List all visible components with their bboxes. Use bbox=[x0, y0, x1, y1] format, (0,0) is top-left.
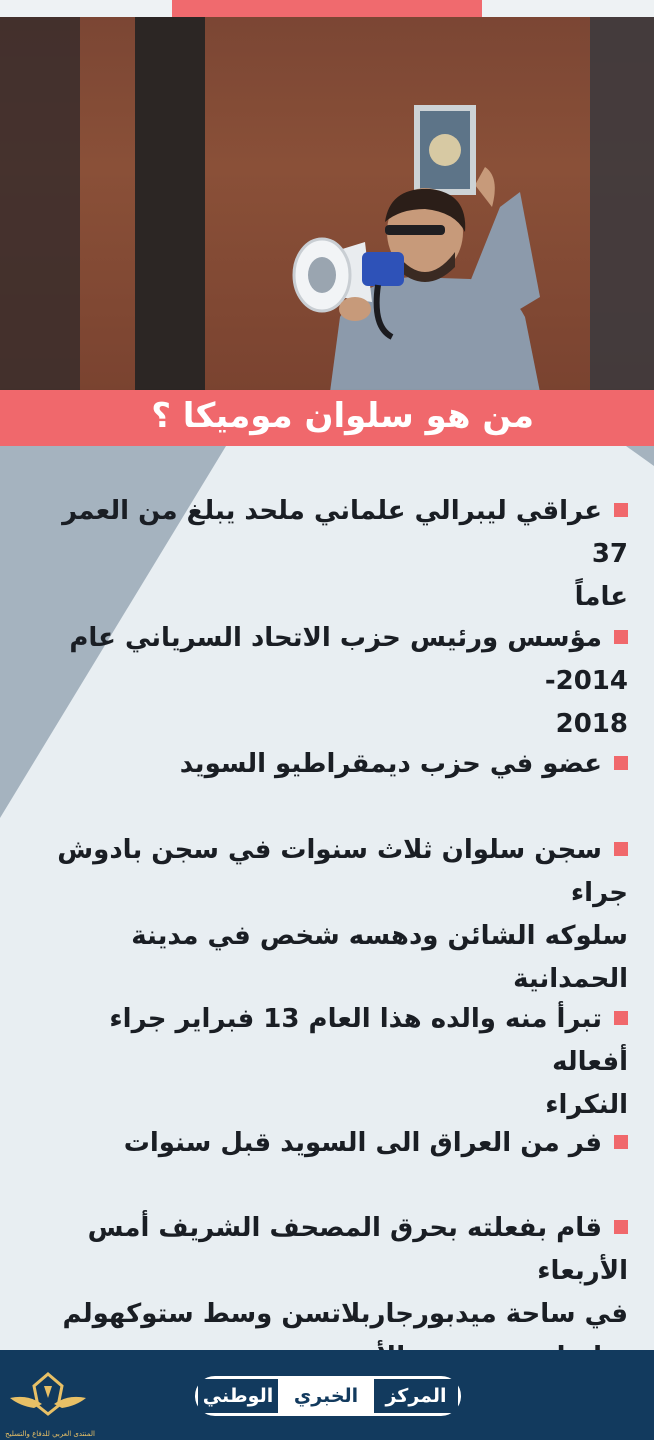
fact-line: فر من العراق الى السويد قبل سنوات bbox=[123, 1128, 602, 1158]
bullet-icon bbox=[614, 756, 628, 770]
brand-pill bbox=[195, 1376, 461, 1416]
fact-item-4 bbox=[28, 829, 628, 1001]
fact-item-2 bbox=[28, 617, 628, 746]
top-strip bbox=[0, 0, 654, 17]
fact-item-3 bbox=[28, 743, 628, 786]
fact-line: مؤسس ورئيس حزب الاتحاد السرياني عام 2014- bbox=[69, 623, 628, 696]
header-photo bbox=[0, 17, 654, 392]
brand-word-3: الوطني bbox=[198, 1379, 278, 1413]
fact-line: 2018 bbox=[555, 709, 628, 739]
eagle-emblem-icon bbox=[4, 1368, 92, 1428]
fact-line: سلوكه الشائن ودهسه شخص في مدينة bbox=[131, 921, 628, 951]
fact-item-6 bbox=[28, 1122, 628, 1165]
bullet-icon bbox=[614, 1220, 628, 1234]
top-accent-bar bbox=[172, 0, 482, 17]
watermark-text: المنتدى العربي للدفاع والتسليح bbox=[5, 1430, 95, 1438]
fact-item-5 bbox=[28, 998, 628, 1127]
bullet-icon bbox=[614, 630, 628, 644]
fact-line: سجن سلوان ثلاث سنوات في سجن بادوش جراء bbox=[57, 835, 628, 908]
fact-line: عضو في حزب ديمقراطيو السويد bbox=[179, 749, 602, 779]
fact-line: تبرأ منه والده هذا العام 13 فبراير جراء أفعاله bbox=[109, 1004, 628, 1077]
page-title: من هو سلوان موميكا ؟ bbox=[151, 396, 534, 436]
brand-word-2: الخبري bbox=[278, 1379, 374, 1413]
bullet-icon bbox=[614, 1011, 628, 1025]
bullet-icon bbox=[614, 503, 628, 517]
fact-line: عاماً bbox=[574, 582, 628, 612]
bullet-icon bbox=[614, 842, 628, 856]
title-bar bbox=[0, 390, 654, 446]
fact-item-1 bbox=[28, 490, 628, 619]
facts-panel bbox=[0, 446, 654, 1350]
bullet-icon bbox=[614, 1135, 628, 1149]
fact-line: عراقي ليبرالي علماني ملحد يبلغ من العمر 37 bbox=[62, 496, 628, 569]
fact-line: قام بفعلته بحرق المصحف الشريف أمس الأربعاء bbox=[87, 1213, 628, 1286]
footer-bar bbox=[0, 1350, 654, 1440]
forum-logo bbox=[4, 1368, 95, 1440]
fact-line: الحمدانية bbox=[513, 964, 628, 994]
fact-line: في ساحة ميدبورجاربلاتسن وسط ستوكهولم bbox=[62, 1299, 628, 1329]
brand-word-1: المركز bbox=[374, 1379, 458, 1413]
fact-line: النكراء bbox=[545, 1090, 628, 1120]
